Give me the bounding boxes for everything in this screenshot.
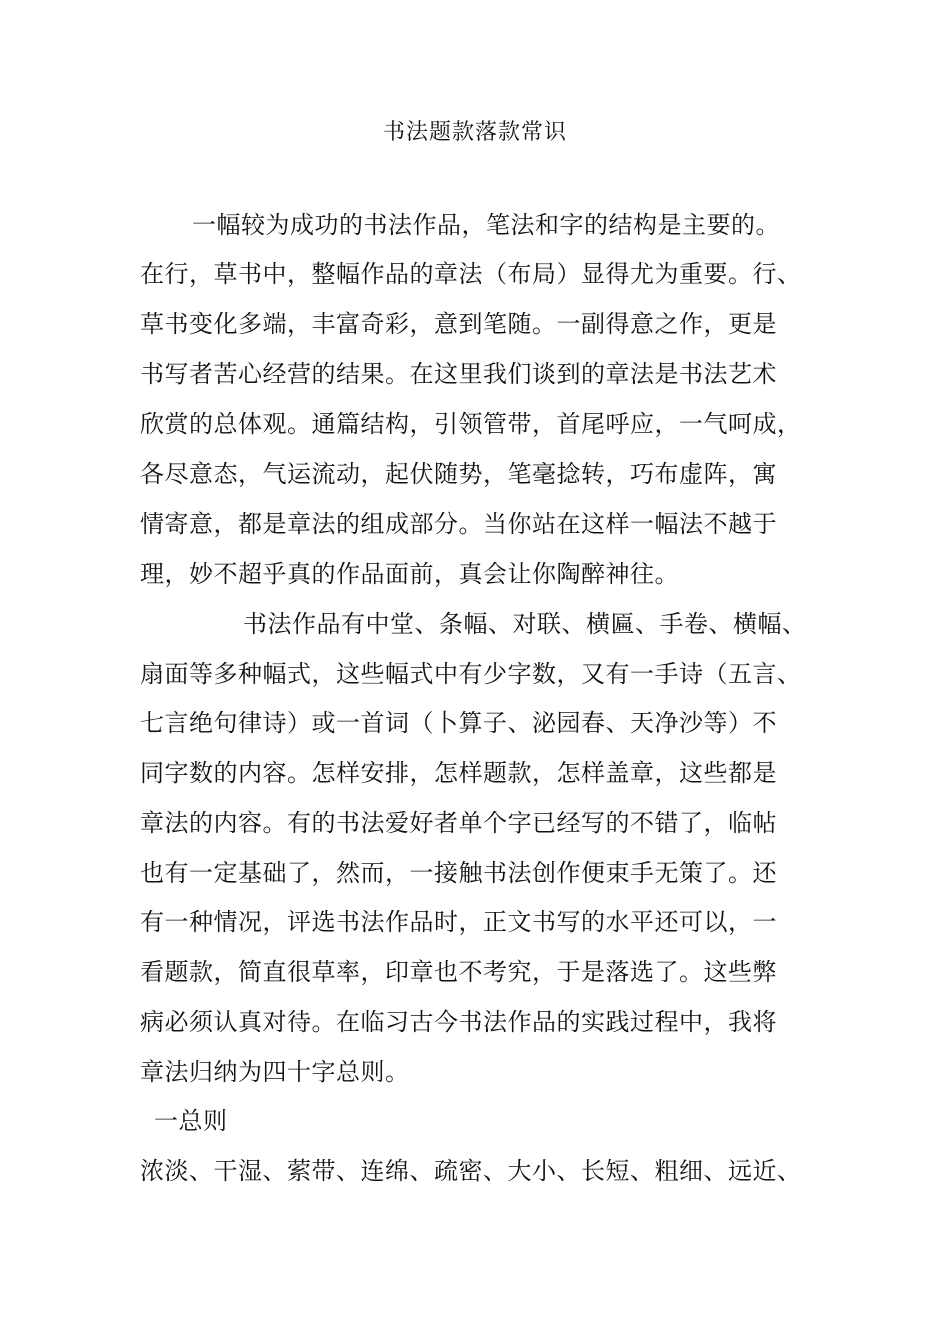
- paragraph-line: 看题款，简直很草率，印章也不考究，于是落选了。这些弊: [140, 958, 777, 986]
- paragraph-line: 七言绝句律诗）或一首词（卜算子、泌园春、天净沙等）不: [140, 709, 777, 737]
- document-title: 书法题款落款常识: [382, 120, 567, 145]
- paragraph-line: 有一种情况，评选书法作品时，正文书写的水平还可以，一: [140, 908, 777, 936]
- paragraph-line: 在行，草书中，整幅作品的章法（布局）显得尤为重要。行、: [140, 260, 802, 288]
- paragraph-line: 书写者苦心经营的结果。在这里我们谈到的章法是书法艺术: [140, 360, 777, 388]
- paragraph-line: 章法归纳为四十字总则。: [140, 1058, 410, 1086]
- paragraph-line: 同字数的内容。怎样安排，怎样题款，怎样盖章，这些都是: [140, 759, 777, 787]
- paragraph-line: 各尽意态，气运流动，起伏随势，笔毫捻转，巧布虚阵，寓: [140, 460, 777, 488]
- paragraph-line: 浓淡、干湿、萦带、连绵、疏密、大小、长短、粗细、远近、: [140, 1157, 802, 1185]
- paragraph-line: 情寄意，都是章法的组成部分。当你站在这样一幅法不越于: [140, 510, 777, 538]
- paragraph-line: 扇面等多种幅式，这些幅式中有少字数，又有一手诗（五言、: [140, 660, 802, 688]
- paragraph-line: 病必须认真对待。在临习古今书法作品的实践过程中，我将: [140, 1008, 777, 1036]
- paragraph-line: 一幅较为成功的书法作品，笔法和字的结构是主要的。: [192, 211, 780, 239]
- paragraph-line: 草书变化多端，丰富奇彩，意到笔随。一副得意之作，更是: [140, 310, 777, 338]
- section-heading: 一总则: [154, 1107, 228, 1135]
- paragraph-line: 也有一定基础了，然而，一接触书法创作便束手无策了。还: [140, 859, 777, 887]
- paragraph-line: 章法的内容。有的书法爱好者单个字已经写的不错了，临帖: [140, 809, 777, 837]
- paragraph-line: 书法作品有中堂、条幅、对联、横匾、手卷、横幅、: [243, 610, 807, 638]
- paragraph-line: 理，妙不超乎真的作品面前，真会让你陶醉神往。: [140, 560, 679, 588]
- paragraph-line: 欣赏的总体观。通篇结构，引领管带，首尾呼应，一气呵成，: [140, 410, 802, 438]
